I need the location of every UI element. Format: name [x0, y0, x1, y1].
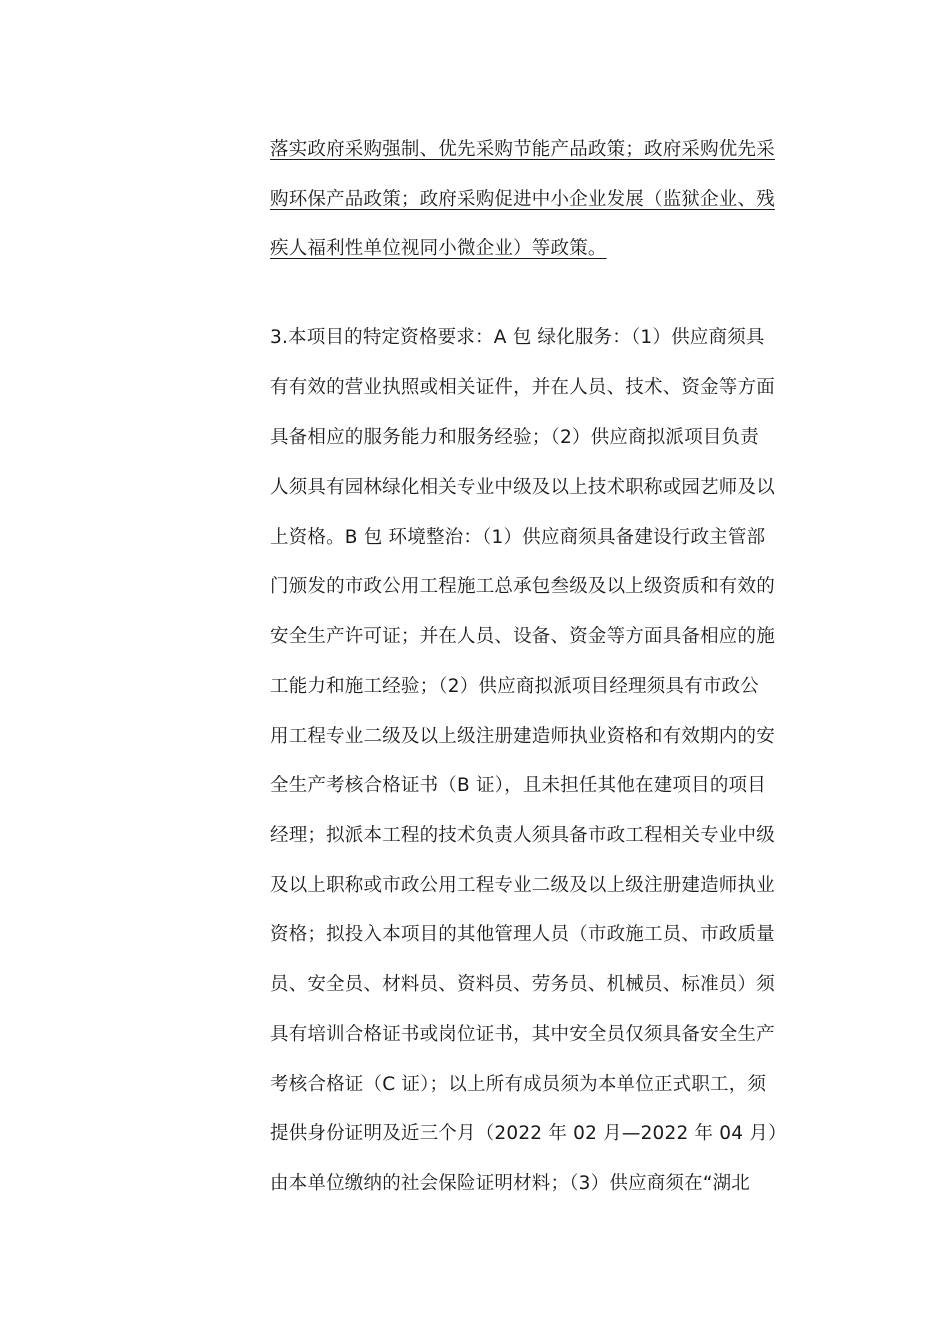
requirement-text-line-1: 3.本项目的特定资格要求：A 包 绿化服务：（1）供应商须具 [270, 327, 765, 348]
policy-text-line-3: 疾人福利性单位视同小微企业）等政策。 [270, 238, 607, 259]
requirement-text-line-12: 及以上职称或市政公用工程专业二级及以上级注册建造师执业 [270, 875, 775, 896]
requirement-text-line-17: 提供身份证明及近三个月（2022 年 02 月—2022 年 04 月） [270, 1123, 787, 1144]
requirement-text-line-18: 由本单位缴纳的社会保险证明材料；（3）供应商须在“湖北 [270, 1173, 751, 1194]
requirement-text-line-4: 人须具有园林绿化相关专业中级及以上技术职称或园艺师及以 [270, 477, 775, 498]
requirement-text-line-5: 上资格。B 包 环境整治：（1）供应商须具备建设行政主管部 [270, 527, 766, 548]
requirement-text-line-3: 具备相应的服务能力和服务经验；（2）供应商拟派项目负责 [270, 427, 759, 448]
requirement-text-line-16: 考核合格证（C 证）；以上所有成员须为本单位正式职工，须 [270, 1074, 767, 1095]
requirement-text-line-10: 全生产考核合格证书（B 证），且未担任其他在建项目的项目 [270, 775, 766, 796]
requirement-text-line-7: 安全生产许可证；并在人员、设备、资金等方面具备相应的施 [270, 626, 775, 647]
requirement-text-line-15: 具有培训合格证书或岗位证书，其中安全员仅须具备安全生产 [270, 1024, 775, 1045]
requirement-text-line-2: 有有效的营业执照或相关证件，并在人员、技术、资金等方面 [270, 377, 775, 398]
requirement-text-line-9: 用工程专业二级及以上级注册建造师执业资格和有效期内的安 [270, 726, 775, 747]
policy-text-line-1: 落实政府采购强制、优先采购节能产品政策；政府采购优先采 [270, 139, 775, 160]
requirement-text-line-8: 工能力和施工经验；（2）供应商拟派项目经理须具有市政公 [270, 676, 759, 697]
requirement-text-line-11: 经理；拟派本工程的技术负责人须具备市政工程相关专业中级 [270, 825, 775, 846]
requirement-text-line-13: 资格；拟投入本项目的其他管理人员（市政施工员、市政质量 [270, 924, 775, 945]
policy-text-line-2: 购环保产品政策；政府采购促进中小企业发展（监狱企业、残 [270, 189, 775, 210]
requirement-text-line-6: 门颁发的市政公用工程施工总承包叁级及以上级资质和有效的 [270, 576, 775, 597]
requirement-text-line-14: 员、安全员、材料员、资料员、劳务员、机械员、标准员）须 [270, 974, 775, 995]
